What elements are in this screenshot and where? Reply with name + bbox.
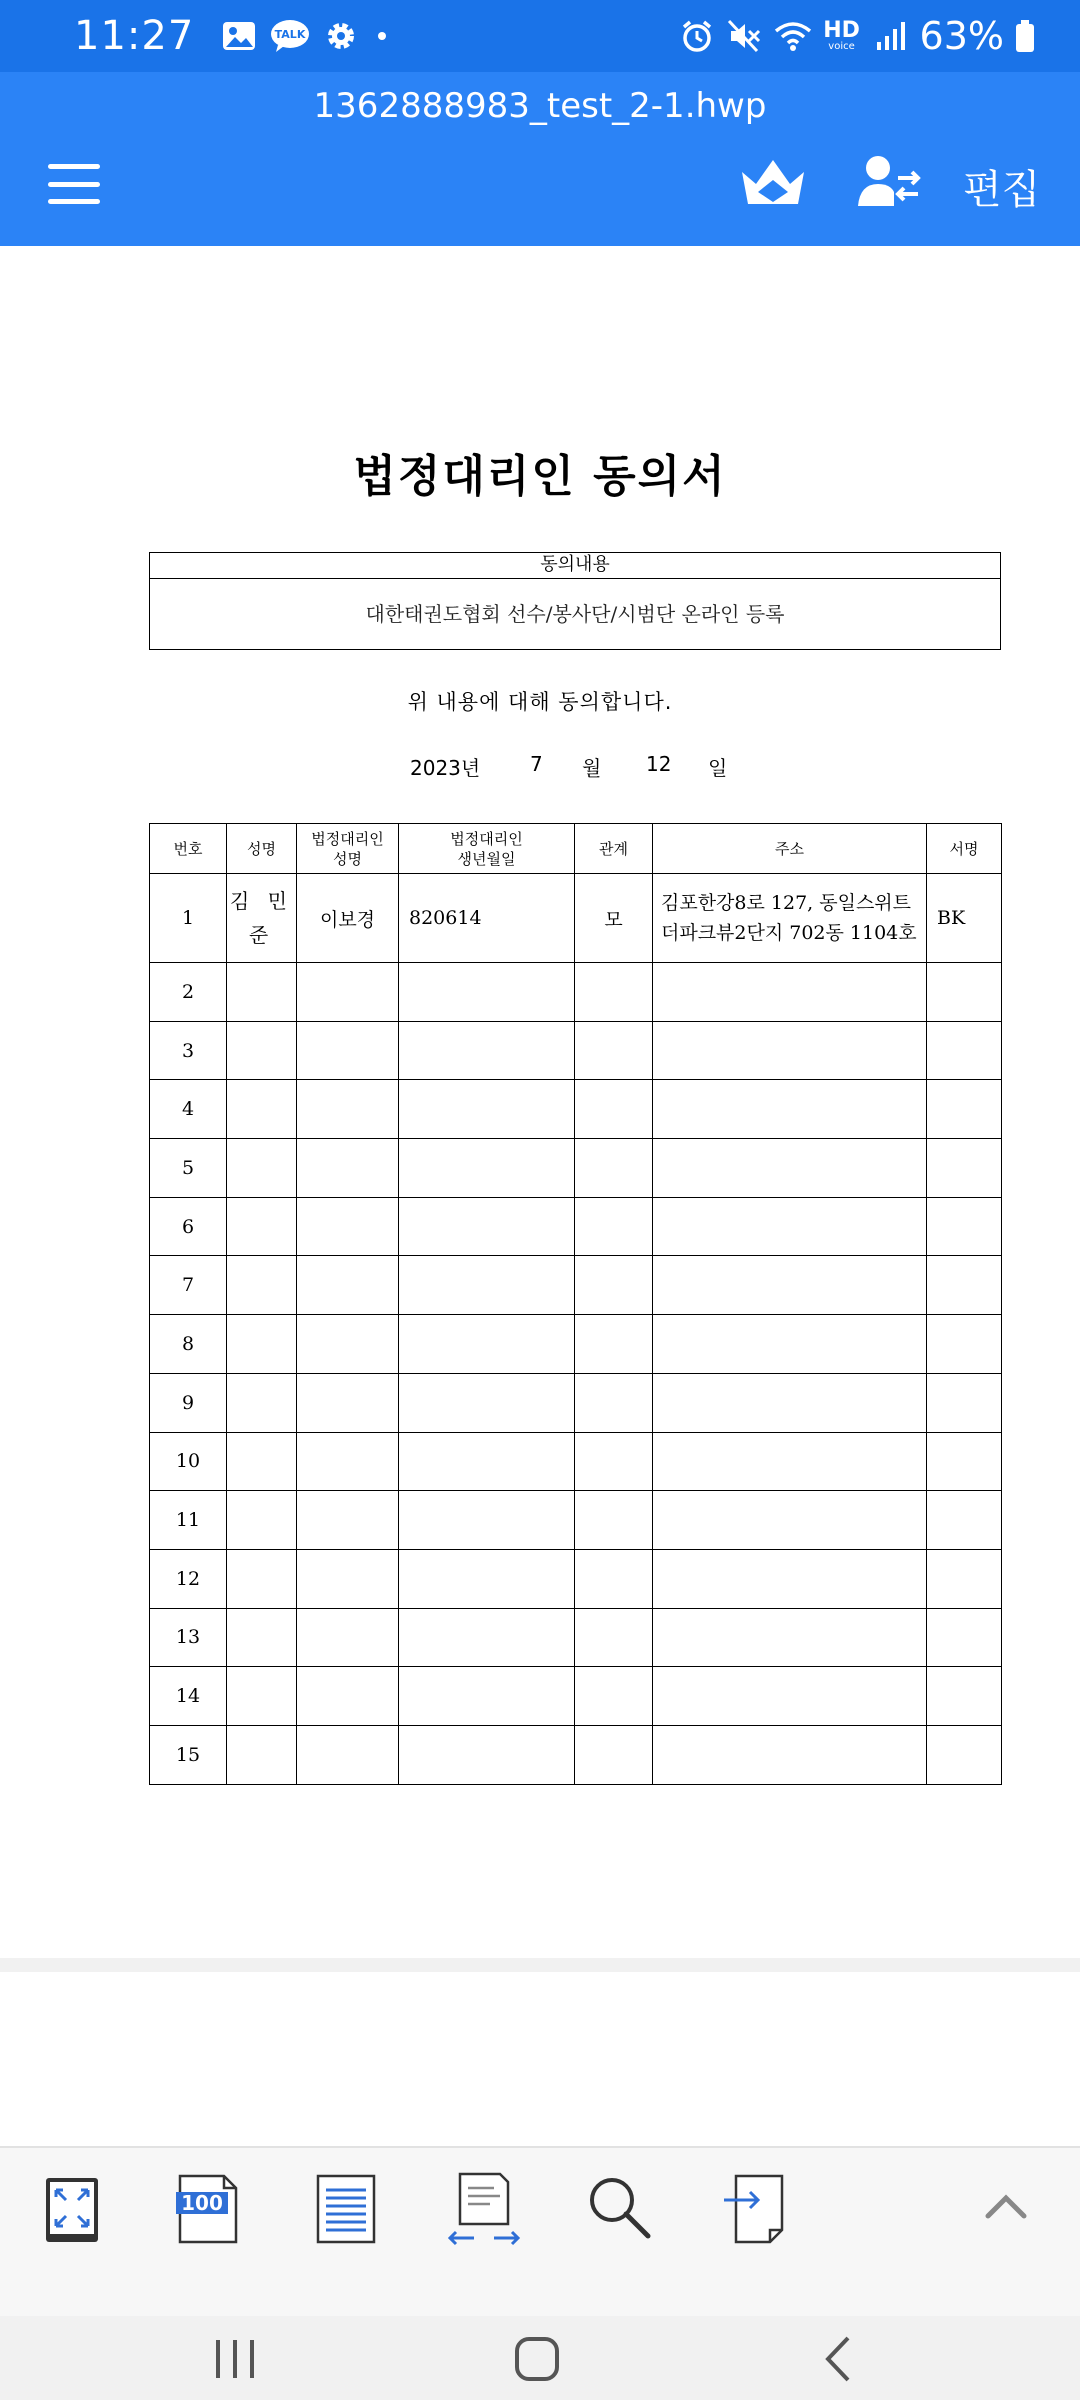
row-address [653,1080,927,1139]
page-separator [0,1958,1080,1972]
row-signature [927,1667,1002,1726]
row-signature [927,1315,1002,1374]
row-address [653,1373,927,1432]
row-guardian-name [297,1432,399,1491]
status-bar [0,0,1080,72]
row-name [227,1549,297,1608]
expand-toolbar-button[interactable] [966,2168,1046,2248]
row-signature [927,1021,1002,1080]
table-row [150,1549,1002,1608]
row-signature [927,1256,1002,1315]
date-month-unit: 월 [582,756,602,780]
row-name [227,1256,297,1315]
row-number: 10 [150,1432,227,1491]
reflow-icon [444,2168,524,2248]
crown-icon [738,154,808,210]
row-address [653,963,927,1022]
document-title: 법정대리인 동의서 [353,451,727,502]
row-number: 3 [150,1021,227,1080]
premium-crown-button[interactable] [738,154,808,210]
row-relation [575,1549,653,1608]
row-name [227,963,297,1022]
row-relation [575,1197,653,1256]
goto-page-button[interactable] [716,2168,796,2248]
mute-icon [726,17,764,55]
row-number: 13 [150,1608,227,1667]
fit-screen-button[interactable] [32,2168,112,2248]
row-guardian-birth [399,1315,575,1374]
row-guardian-name [297,1667,399,1726]
row-guardian-birth [399,1197,575,1256]
battery-percent: 63% [919,14,1004,58]
row-number: 1 [150,874,227,963]
row-number: 12 [150,1549,227,1608]
settings-gear-icon [322,17,360,55]
row-relation [575,1373,653,1432]
row-address [653,1725,927,1784]
row-address [653,1432,927,1491]
row-relation [575,1256,653,1315]
row-relation: 모 [575,874,653,963]
home-button[interactable] [512,2334,562,2384]
table-row [150,874,1002,963]
row-guardian-birth [399,1080,575,1139]
row-address [653,1197,927,1256]
battery-icon [1014,17,1036,55]
row-address [653,1549,927,1608]
row-guardian-birth [399,1608,575,1667]
svg-text:100: 100 [181,2191,223,2215]
file-name: 1362888983_test_2-1.hwp [313,86,767,126]
header-number: 번호 [150,824,227,874]
user-switch-icon [856,152,922,212]
consent-heading: 동의내용 [150,553,1000,579]
home-icon [512,2334,562,2384]
row-signature [927,1491,1002,1550]
date-day-unit: 일 [708,756,728,780]
page-view-button[interactable] [306,2168,386,2248]
row-signature [927,1373,1002,1432]
row-signature [927,1549,1002,1608]
table-row [150,1432,1002,1491]
row-relation [575,1491,653,1550]
row-guardian-birth [399,1139,575,1198]
row-guardian-name [297,1021,399,1080]
row-name [227,1080,297,1139]
row-guardian-name [297,1608,399,1667]
row-guardian-birth [399,1725,575,1784]
row-signature [927,1139,1002,1198]
system-navigation-bar [0,2316,1080,2400]
row-name [227,1139,297,1198]
row-name [227,1197,297,1256]
row-name [227,1491,297,1550]
row-address [653,1315,927,1374]
row-guardian-birth [399,1549,575,1608]
row-guardian-birth [399,963,575,1022]
row-number: 9 [150,1373,227,1432]
row-number: 8 [150,1315,227,1374]
header-relation: 관계 [575,824,653,874]
row-address [653,1256,927,1315]
chevron-up-icon [966,2168,1046,2248]
search-button[interactable] [580,2168,660,2248]
table-row [150,1256,1002,1315]
date-day: 12 [646,752,672,776]
row-name [227,1315,297,1374]
row-guardian-name [297,1549,399,1608]
svg-text:TALK: TALK [274,28,306,41]
hamburger-line [48,199,100,204]
row-signature [927,1432,1002,1491]
consent-box [149,552,1001,650]
row-name [227,1725,297,1784]
row-guardian-name [297,1725,399,1784]
row-guardian-name [297,1080,399,1139]
table-header-row [150,824,1002,874]
hamburger-line [48,182,100,187]
row-number: 11 [150,1491,227,1550]
row-relation [575,1021,653,1080]
row-signature [927,1080,1002,1139]
page-view-icon [306,2168,386,2248]
row-address [653,1608,927,1667]
row-guardian-name [297,1491,399,1550]
row-relation [575,1667,653,1726]
table-row [150,1667,1002,1726]
alarm-icon [678,17,716,55]
edit-button[interactable]: 편집 [963,167,1041,213]
row-name [227,1608,297,1667]
row-number: 4 [150,1080,227,1139]
zoom-100-button[interactable] [168,2168,248,2248]
date-year: 2023년 [410,756,481,780]
row-name [227,1021,297,1080]
kakaotalk-icon [270,17,310,55]
row-signature [927,1725,1002,1784]
fit-screen-icon [32,2168,112,2248]
row-relation [575,1608,653,1667]
account-switch-button[interactable] [856,152,922,212]
recent-apps-button[interactable] [212,2334,258,2384]
table-row [150,1491,1002,1550]
wifi-icon [774,17,812,55]
goto-page-icon [716,2168,796,2248]
header-guardian-birth: 법정대리인 생년월일 [399,824,575,874]
table-row [150,1725,1002,1784]
table-row [150,1315,1002,1374]
row-guardian-name [297,1315,399,1374]
row-guardian-name [297,963,399,1022]
row-guardian-birth [399,1432,575,1491]
signal-icon [872,17,910,55]
row-relation [575,1315,653,1374]
row-number: 6 [150,1197,227,1256]
row-relation [575,1432,653,1491]
row-address [653,1491,927,1550]
row-number: 7 [150,1256,227,1315]
recent-apps-icon [212,2334,258,2384]
row-relation [575,1139,653,1198]
row-relation [575,1080,653,1139]
row-name: 김 민 준 [227,874,297,963]
row-relation [575,1725,653,1784]
row-guardian-birth [399,1667,575,1726]
table-row [150,963,1002,1022]
app-header [0,72,1080,246]
row-guardian-birth: 820614 [399,874,575,963]
row-guardian-birth [399,1491,575,1550]
table-row [150,1608,1002,1667]
table-row [150,1197,1002,1256]
zoom-100-icon [168,2168,248,2248]
reflow-button[interactable] [444,2168,524,2248]
table-row [150,1373,1002,1432]
row-guardian-birth [399,1256,575,1315]
header-name: 성명 [227,824,297,874]
row-guardian-name [297,1197,399,1256]
consent-content: 대한태권도협회 선수/봉사단/시범단 온라인 등록 [365,602,785,626]
notification-dot-icon [372,17,392,55]
menu-button[interactable] [48,164,100,204]
row-relation [575,963,653,1022]
row-address [653,1667,927,1726]
back-icon [818,2334,858,2384]
date-row [410,752,727,781]
status-time: 11:27 [74,13,195,59]
hd-voice-icon: HD voice [823,18,860,52]
row-number: 14 [150,1667,227,1726]
gallery-icon [220,17,258,55]
registration-table [149,823,1002,1785]
table-row [150,1139,1002,1198]
back-button[interactable] [818,2334,858,2384]
row-name [227,1373,297,1432]
row-address: 김포한강8로 127, 동일스위트더파크뷰2단지 702동 1104호 [653,874,927,963]
row-number: 2 [150,963,227,1022]
row-signature [927,1197,1002,1256]
row-address [653,1139,927,1198]
header-signature: 서명 [927,824,1002,874]
header-address: 주소 [653,824,927,874]
hamburger-line [48,164,100,169]
row-guardian-birth [399,1373,575,1432]
row-number: 15 [150,1725,227,1784]
row-guardian-name: 이보경 [297,874,399,963]
table-row [150,1080,1002,1139]
date-month: 7 [530,752,543,776]
row-guardian-name [297,1139,399,1198]
table-row [150,1021,1002,1080]
row-guardian-birth [399,1021,575,1080]
row-name [227,1667,297,1726]
search-icon [580,2168,660,2248]
row-signature: BK [927,874,1002,963]
row-guardian-name [297,1373,399,1432]
row-signature [927,963,1002,1022]
agree-statement: 위 내용에 대해 동의합니다. [407,690,673,714]
header-guardian-name: 법정대리인 성명 [297,824,399,874]
row-guardian-name [297,1256,399,1315]
row-address [653,1021,927,1080]
row-number: 5 [150,1139,227,1198]
bottom-toolbar [0,2146,1080,2316]
row-signature [927,1608,1002,1667]
row-name [227,1432,297,1491]
